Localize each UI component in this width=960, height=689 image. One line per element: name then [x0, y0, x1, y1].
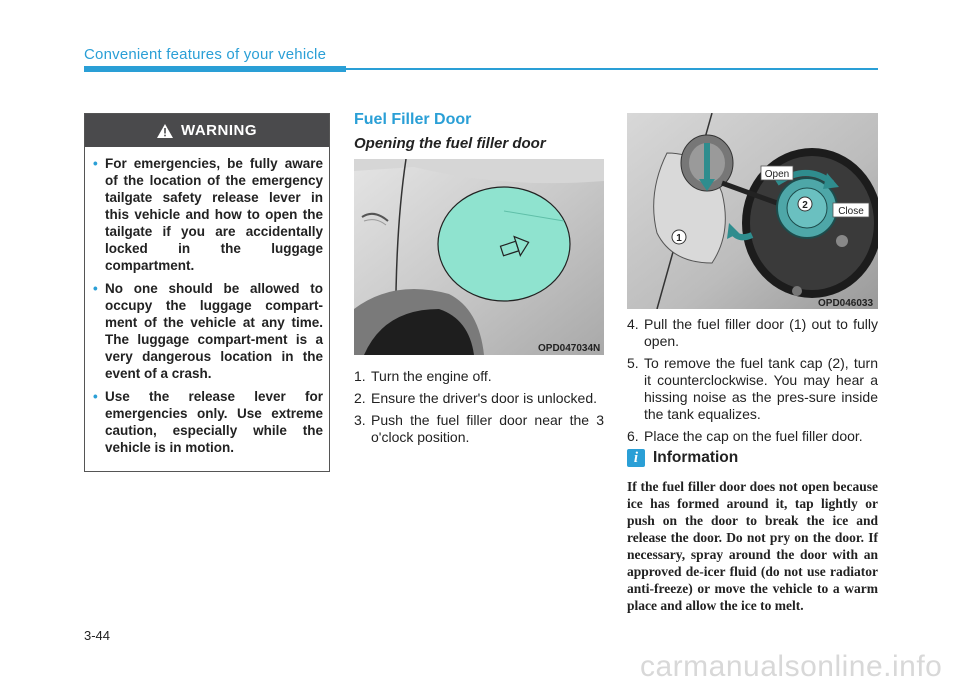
fuel-door-title: Fuel Filler Door [354, 111, 472, 128]
figure1-code: OPD047034N [538, 343, 601, 354]
warning-triangle-icon [157, 124, 173, 138]
warning-item-text: For emergencies, be fully aware of the location of the emergency tailgate safety release lever in this vehicle and how to open the tailgate if you are accidentally locked in the luggage compartment. [105, 156, 323, 273]
warning-list [85, 147, 329, 456]
open-label: Open [764, 169, 790, 180]
steps-list-2 [627, 316, 878, 450]
header-rule-thin [346, 68, 878, 70]
bullet: • [93, 156, 98, 171]
header-rule-thick [84, 66, 346, 72]
watermark: carmanualsonline.info [640, 650, 943, 683]
section-header: Convenient features of your vehicle [84, 46, 327, 63]
callout-1: 1 [676, 233, 682, 244]
callout-2: 2 [802, 200, 808, 211]
step-text: To remove the fuel tank cap (2), turn it counterclockwise. You may hear a hissing noise as the pres-sure inside the tank equalizes. [644, 355, 878, 422]
step-text: Turn the engine off. [371, 368, 492, 384]
step-text: Pull the fuel filler door (1) out to fully open. [644, 316, 878, 349]
step-item [627, 355, 878, 423]
figure-fuel-door-closed [354, 159, 604, 355]
warning-item [93, 155, 323, 274]
step-text: Place the cap on the fuel filler door. [644, 428, 863, 444]
bullet: • [93, 281, 98, 296]
warning-box [84, 113, 330, 472]
step-number: 5. [627, 355, 639, 371]
step-number: 2. [354, 390, 366, 406]
step-number: 6. [627, 428, 639, 444]
figure-fuel-cap-open [627, 113, 878, 309]
bullet: • [93, 389, 98, 404]
step-number: 1. [354, 368, 366, 384]
warning-item-text: No one should be allowed to occupy the luggage compart-ment of the vehicle at any time. The luggage compart-ment is a very dangerous location in the event of a crash. [105, 281, 323, 381]
car-side-illustration [354, 159, 604, 355]
info-icon: i [627, 449, 645, 467]
figure2-code: OPD046033 [818, 298, 874, 309]
step-item [627, 428, 878, 445]
warning-title: WARNING [181, 122, 257, 139]
step-number: 4. [627, 316, 639, 332]
step-item [354, 390, 604, 407]
step-item [627, 316, 878, 350]
step-item [354, 368, 604, 385]
step-number: 3. [354, 412, 366, 428]
page-number: 3-44 [84, 628, 111, 643]
warning-item [93, 388, 323, 456]
information-title: Information [653, 449, 739, 466]
fuel-cap-illustration [627, 113, 878, 309]
steps-list-1 [354, 368, 604, 451]
information-body: If the fuel filler door does not open because ice has formed around it, tap lightly or push on the door to break the ice and release the door. Do not pry on the door. If necessary, spray around the door with an approved de-icer fluid (do not use radiator anti-freeze) or move the vehicle to a warm place and allow the ice to melt. [627, 479, 878, 613]
warning-item [93, 280, 323, 382]
warning-header [85, 114, 329, 147]
warning-item-text: Use the release lever for emergencies only. Use extreme caution, especially while the vehicle is in motion. [105, 389, 323, 455]
step-text: Push the fuel filler door near the 3 o'clock position. [371, 412, 604, 445]
step-item [354, 412, 604, 446]
information-header [627, 449, 738, 467]
step-text: Ensure the driver's door is unlocked. [371, 390, 598, 406]
fuel-door-subtitle: Opening the fuel filler door [354, 135, 546, 152]
close-label: Close [838, 206, 864, 217]
